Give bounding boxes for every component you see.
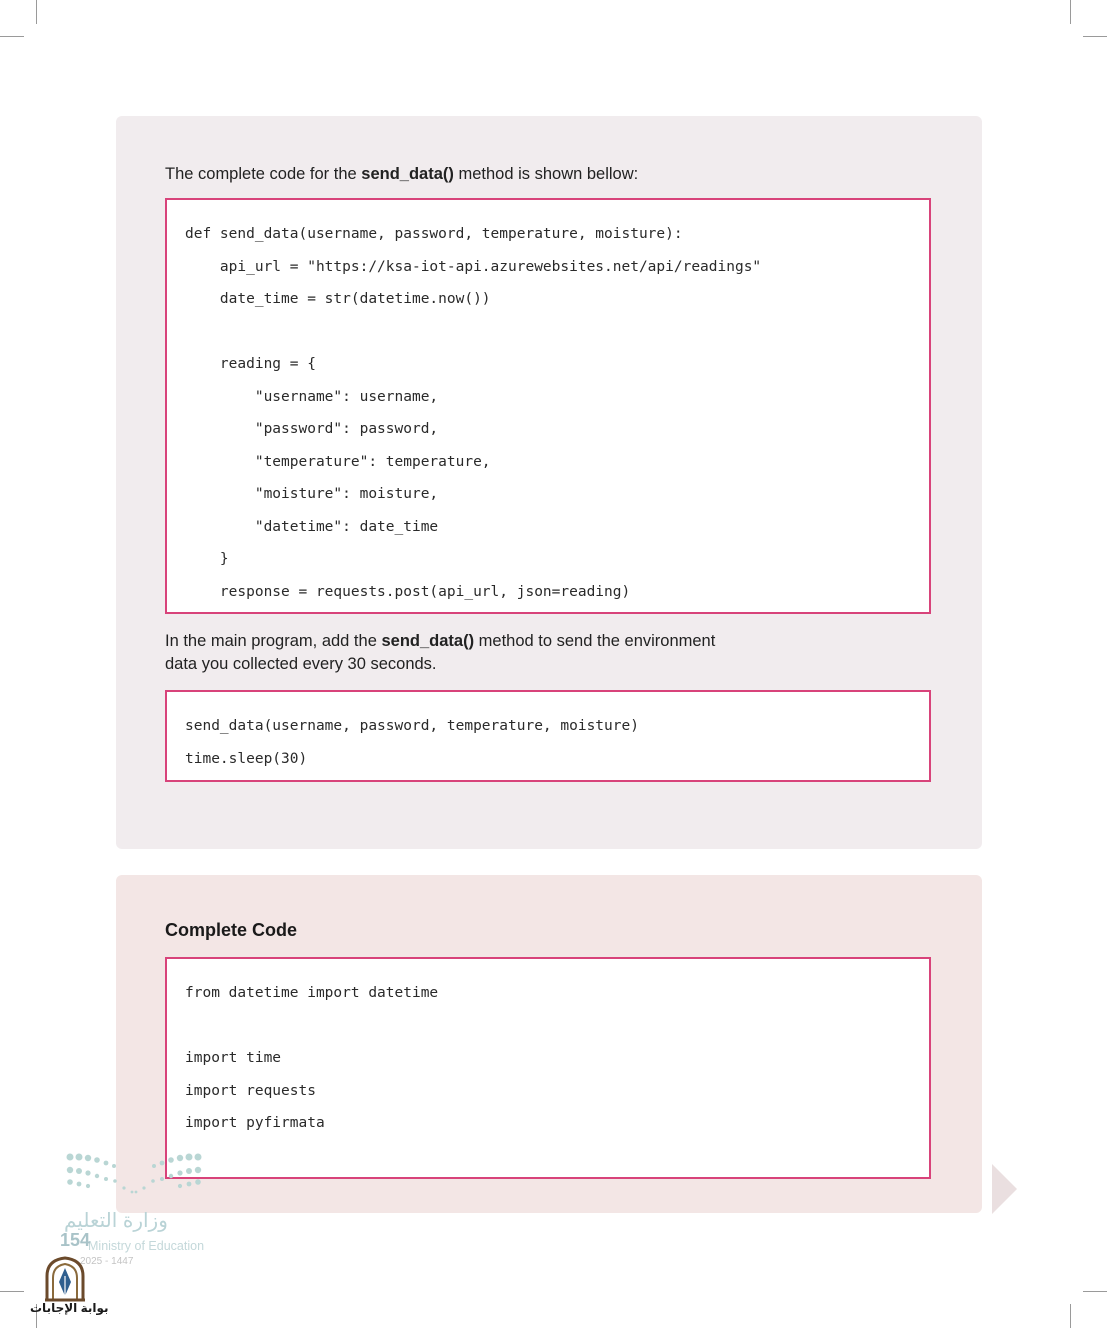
triangle-right-icon[interactable] xyxy=(992,1164,1017,1214)
ministry-arabic-name: وزارة التعليم xyxy=(64,1210,168,1232)
main-program-note: In the main program, add the send_data() method to send the environment data you collected every 30 seconds. xyxy=(165,632,716,673)
intro-text: The complete code for the send_data() method is shown bellow: xyxy=(165,165,639,183)
pen-arch-logo-icon xyxy=(44,1256,86,1302)
send-data-code: def send_data(username, password, temperature, moisture): api_url = "https://ksa-iot-api.azurewebsites.net/api/readings" date_time = str(datetime.now()) reading = { "username": username, "password": password, "temperature": temperature, "moisture": moisture, "datetime": date_time } response = requests.post(api_url, json=reading) xyxy=(185,226,762,600)
main-loop-code-box xyxy=(165,690,931,782)
method-name: send_data() xyxy=(361,165,454,183)
site-logo-text: بوابة الإجابات xyxy=(30,1301,109,1315)
ministry-english-name: Ministry of Education xyxy=(88,1239,205,1253)
complete-code-heading: Complete Code xyxy=(165,920,298,940)
crop-mark xyxy=(1083,1291,1107,1292)
year-label: 2025 - 1447 xyxy=(80,1256,134,1267)
crop-mark xyxy=(1070,1304,1071,1328)
page-number: 154 xyxy=(60,1230,91,1250)
crop-mark xyxy=(0,36,24,37)
complete-code-box xyxy=(165,957,931,1179)
main-loop-code: send_data(username, password, temperature, moisture) time.sleep(30) xyxy=(185,718,639,767)
crop-mark xyxy=(1070,0,1071,24)
crop-mark xyxy=(36,0,37,24)
dots-logo-icon xyxy=(64,1150,204,1200)
crop-mark xyxy=(0,1291,24,1292)
send-data-code-box xyxy=(165,198,931,614)
method-name: send_data() xyxy=(381,632,475,650)
crop-mark xyxy=(1083,36,1107,37)
complete-code: from datetime import datetime import time import requests import pyfirmata xyxy=(185,985,439,1131)
